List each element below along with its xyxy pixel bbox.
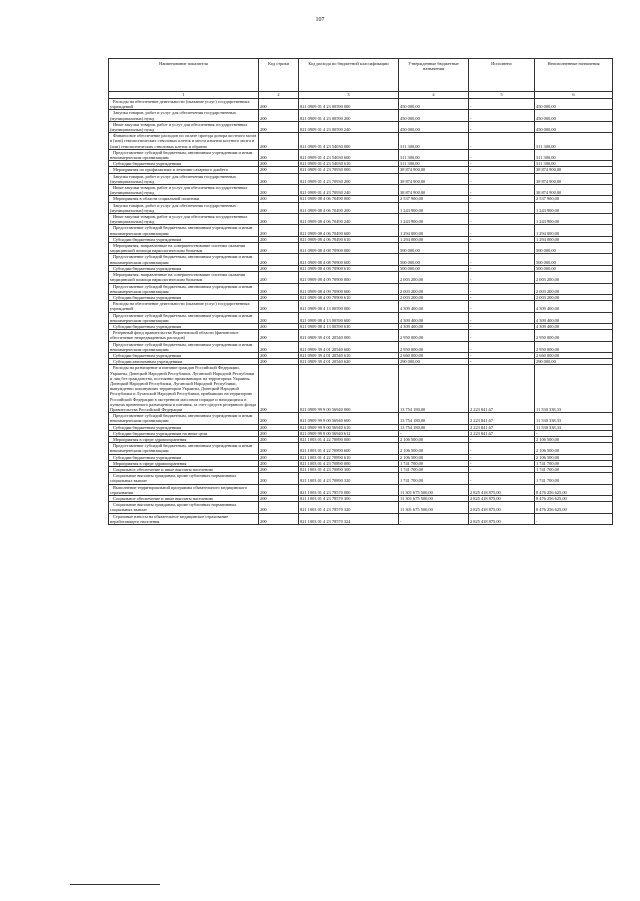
row-executed: - bbox=[469, 436, 535, 442]
row-budget-code: 821 1003 01 4 22 70890 000 bbox=[299, 436, 399, 442]
row-line-code: 200 bbox=[259, 236, 299, 242]
row-line-code: 200 bbox=[259, 424, 299, 430]
row-name: Предоставление субсидий бюджетным, автономным учреждениям и иным некоммерческим организациям bbox=[109, 254, 259, 265]
row-name: Страховые взносы на обязательное медицинское страхование неработающего населения bbox=[109, 513, 259, 524]
row-budget-code: 821 0909 08 4 08 70900 000 bbox=[299, 243, 399, 254]
table-row bbox=[109, 133, 613, 150]
row-name: Предоставление субсидий бюджетным, автономным учреждениям и иным некоммерческим организациям bbox=[109, 413, 259, 424]
row-unexecuted: 311 300,00 bbox=[535, 161, 613, 167]
row-approved: 11 301 675 500,00 bbox=[399, 484, 469, 495]
row-budget-code: 821 0909 08 4 08 70900 610 bbox=[299, 265, 399, 271]
row-unexecuted: 450 000,00 bbox=[535, 121, 613, 132]
row-approved: 311 300,00 bbox=[399, 161, 469, 167]
row-executed: - bbox=[469, 185, 535, 196]
row-line-code: 200 bbox=[259, 99, 299, 110]
row-budget-code: 821 0909 01 4 23 70930 240 bbox=[299, 185, 399, 196]
row-approved: 38 874 900,00 bbox=[399, 167, 469, 173]
row-approved: 2 003 200,00 bbox=[399, 283, 469, 294]
row-approved: 13 754 180,00 bbox=[399, 424, 469, 430]
row-executed: - bbox=[469, 236, 535, 242]
row-name: Расходы на обеспечение деятельности (оказание услуг) государственных учреждений bbox=[109, 301, 259, 312]
row-unexecuted: 4 309 400,00 bbox=[535, 301, 613, 312]
row-name: Резервный фонд правительства Воронежской области (финансовое обеспечение непредвиденных расходов) bbox=[109, 330, 259, 341]
row-approved: 1 243 900,00 bbox=[399, 214, 469, 225]
row-approved: 311 300,00 bbox=[399, 133, 469, 150]
table-row bbox=[109, 185, 613, 196]
row-executed: - bbox=[469, 312, 535, 323]
row-approved: 1 294 000,00 bbox=[399, 236, 469, 242]
row-line-code: 200 bbox=[259, 185, 299, 196]
row-executed: 2 825 418 875,00 bbox=[469, 502, 535, 513]
row-unexecuted: 1 243 900,00 bbox=[535, 214, 613, 225]
row-approved: - bbox=[399, 513, 469, 524]
table-body bbox=[109, 99, 613, 525]
row-approved: 450 000,00 bbox=[399, 99, 469, 110]
row-executed: - bbox=[469, 202, 535, 213]
row-budget-code: 821 1003 01 4 23 70890 320 bbox=[299, 473, 399, 484]
column-number: 2 bbox=[259, 92, 299, 99]
row-approved: 500 000,00 bbox=[399, 265, 469, 271]
row-name: Расходы на обеспечение деятельности (оказание услуг) государственных учреждений bbox=[109, 99, 259, 110]
row-approved: 38 874 900,00 bbox=[399, 185, 469, 196]
row-unexecuted: 2 106 500,00 bbox=[535, 443, 613, 454]
row-line-code: 200 bbox=[259, 133, 299, 150]
row-line-code: 200 bbox=[259, 443, 299, 454]
header-unexecuted: Неисполненные назначения bbox=[535, 59, 613, 92]
row-name: Предоставление субсидий бюджетным, автономным учреждениям и иным некоммерческим организациям bbox=[109, 312, 259, 323]
column-number-row bbox=[109, 92, 613, 99]
row-unexecuted: 500 000,00 bbox=[535, 265, 613, 271]
row-name: Иные закупки товаров, работ и услуг для обеспечения государственных (муниципальных) нужд bbox=[109, 121, 259, 132]
table-row bbox=[109, 149, 613, 160]
row-approved: 1 741 700,00 bbox=[399, 473, 469, 484]
row-executed: - bbox=[469, 443, 535, 454]
column-number: 5 bbox=[469, 92, 535, 99]
row-approved: 2 106 500,00 bbox=[399, 436, 469, 442]
row-executed: - bbox=[469, 301, 535, 312]
row-line-code: 200 bbox=[259, 330, 299, 341]
row-line-code: 200 bbox=[259, 161, 299, 167]
row-line-code: 200 bbox=[259, 365, 299, 413]
row-name: Мероприятия, направленные на совершенствование системы оказания медицинской помощи наркологическим больным bbox=[109, 272, 259, 283]
table-row bbox=[109, 513, 613, 524]
row-unexecuted: 2 537 900,00 bbox=[535, 196, 613, 202]
row-budget-code: 821 1003 01 4 22 70890 600 bbox=[299, 443, 399, 454]
row-unexecuted: 38 874 900,00 bbox=[535, 173, 613, 184]
row-name: Субсидии бюджетным учреждениям bbox=[109, 323, 259, 329]
row-line-code: 200 bbox=[259, 352, 299, 358]
row-budget-code: 821 0909 01 4 23 54030 610 bbox=[299, 161, 399, 167]
row-unexecuted: 11 530 338,33 bbox=[535, 424, 613, 430]
row-unexecuted: 1 741 700,00 bbox=[535, 467, 613, 473]
row-budget-code: 821 0909 08 4 13 00590 610 bbox=[299, 323, 399, 329]
row-line-code: 200 bbox=[259, 484, 299, 495]
row-budget-code: 821 1003 01 4 23 78570 320 bbox=[299, 502, 399, 513]
row-line-code: 200 bbox=[259, 436, 299, 442]
row-executed: - bbox=[469, 341, 535, 352]
row-unexecuted: 2 003 200,00 bbox=[535, 272, 613, 283]
row-approved: 1 741 700,00 bbox=[399, 467, 469, 473]
row-unexecuted: 450 000,00 bbox=[535, 110, 613, 121]
row-executed: - bbox=[469, 173, 535, 184]
table-row bbox=[109, 214, 613, 225]
table-header-row bbox=[109, 59, 613, 92]
row-name: Мероприятия по профилактике и лечению сахарного диабета bbox=[109, 167, 259, 173]
row-approved: 2 106 500,00 bbox=[399, 454, 469, 460]
row-approved: 2 660 000,00 bbox=[399, 352, 469, 358]
row-budget-code: 821 0909 08 4 06 70490 240 bbox=[299, 214, 399, 225]
row-executed: 2 825 418 875,00 bbox=[469, 484, 535, 495]
row-unexecuted: 38 874 900,00 bbox=[535, 167, 613, 173]
row-name: Социальное обеспечение и иные выплаты населению bbox=[109, 496, 259, 502]
row-unexecuted: 2 106 500,00 bbox=[535, 454, 613, 460]
row-budget-code: 821 0909 39 4 01 20540 620 bbox=[299, 359, 399, 365]
row-budget-code: 821 1003 01 4 23 78570 300 bbox=[299, 496, 399, 502]
table-row bbox=[109, 443, 613, 454]
row-budget-code: 821 1003 01 4 22 70890 610 bbox=[299, 454, 399, 460]
row-name: Социальное обеспечение и иные выплаты населению bbox=[109, 467, 259, 473]
row-approved: 11 301 675 500,00 bbox=[399, 496, 469, 502]
header-budget-classification: Код расхода по бюджетной классификации bbox=[299, 59, 399, 92]
row-line-code: 200 bbox=[259, 454, 299, 460]
table-row bbox=[109, 121, 613, 132]
row-name: Предоставление субсидий бюджетным, автономным учреждениям и иным некоммерческим организациям bbox=[109, 225, 259, 236]
row-unexecuted: 4 309 400,00 bbox=[535, 323, 613, 329]
row-unexecuted: 38 874 900,00 bbox=[535, 185, 613, 196]
row-name: Предоставление субсидий бюджетным, автономным учреждениям и иным некоммерческим организациям bbox=[109, 443, 259, 454]
row-approved: 500 000,00 bbox=[399, 254, 469, 265]
row-executed: - bbox=[469, 254, 535, 265]
row-budget-code: 821 0909 08 4 09 70900 000 bbox=[299, 272, 399, 283]
row-executed: - bbox=[469, 149, 535, 160]
row-executed: - bbox=[469, 133, 535, 150]
row-executed: - bbox=[469, 167, 535, 173]
row-name: Субсидии бюджетным учреждениям bbox=[109, 265, 259, 271]
row-name: Финансовое обеспечение расходов по оплате проезда донора костного мозга в (или) гемопоэтических стволовых клеток и места изъятия костного мозга и (или) гемопоэтических стволовых клеток и обратно bbox=[109, 133, 259, 150]
row-line-code: 200 bbox=[259, 430, 299, 436]
row-line-code: 200 bbox=[259, 323, 299, 329]
row-budget-code: 821 0909 99 9 00 56940 600 bbox=[299, 413, 399, 424]
row-name: Предоставление субсидий бюджетным, автономным учреждениям и иным некоммерческим организациям bbox=[109, 341, 259, 352]
table-row bbox=[109, 473, 613, 484]
row-budget-code: 821 0909 08 4 06 70490 000 bbox=[299, 196, 399, 202]
row-unexecuted: 11 530 338,33 bbox=[535, 365, 613, 413]
row-executed: 2 223 841,67 bbox=[469, 430, 535, 436]
row-name: Мероприятия, направленные на совершенствование системы оказания медицинской помощи наркологическим больным bbox=[109, 243, 259, 254]
column-number: 3 bbox=[299, 92, 399, 99]
table-row bbox=[109, 173, 613, 184]
row-approved: 4 309 400,00 bbox=[399, 323, 469, 329]
page-number: 107 bbox=[315, 17, 325, 23]
row-approved: 2 003 200,00 bbox=[399, 294, 469, 300]
row-executed: - bbox=[469, 225, 535, 236]
row-executed: - bbox=[469, 243, 535, 254]
row-unexecuted: 4 309 400,00 bbox=[535, 312, 613, 323]
row-executed: 2 223 841,67 bbox=[469, 413, 535, 424]
row-budget-code: 821 0909 39 4 01 20540 000 bbox=[299, 330, 399, 341]
row-budget-code: 821 0909 01 4 23 00590 200 bbox=[299, 110, 399, 121]
row-approved: 2 003 200,00 bbox=[399, 272, 469, 283]
row-budget-code: 821 0909 01 4 23 70930 000 bbox=[299, 167, 399, 173]
row-executed: 2 223 841,67 bbox=[469, 424, 535, 430]
row-executed: - bbox=[469, 196, 535, 202]
row-name: Закупка товаров, работ и услуг для обеспечения государственных (муниципальных) нужд bbox=[109, 202, 259, 213]
table-row bbox=[109, 413, 613, 424]
row-line-code: 200 bbox=[259, 283, 299, 294]
budget-execution-table bbox=[108, 58, 613, 525]
column-number: 4 bbox=[399, 92, 469, 99]
table-row bbox=[109, 330, 613, 341]
row-unexecuted: 1 243 900,00 bbox=[535, 202, 613, 213]
row-executed: - bbox=[469, 352, 535, 358]
table-row bbox=[109, 484, 613, 495]
row-executed: - bbox=[469, 460, 535, 466]
row-line-code: 200 bbox=[259, 202, 299, 213]
row-unexecuted: 8 476 256 625,00 bbox=[535, 496, 613, 502]
row-unexecuted: - bbox=[535, 513, 613, 524]
row-name: Закупка товаров, работ и услуг для обеспечения государственных (муниципальных) нужд bbox=[109, 110, 259, 121]
row-line-code: 200 bbox=[259, 294, 299, 300]
row-unexecuted: 311 300,00 bbox=[535, 149, 613, 160]
row-name: Социальные выплаты гражданам, кроме публичных нормативных социальных выплат bbox=[109, 502, 259, 513]
row-budget-code: 821 1003 01 4 23 78570 000 bbox=[299, 484, 399, 495]
table-row bbox=[109, 110, 613, 121]
row-line-code: 200 bbox=[259, 167, 299, 173]
row-name: Субсидии бюджетным учреждениям bbox=[109, 161, 259, 167]
row-name: Иные закупки товаров, работ и услуг для обеспечения государственных (муниципальных) нужд bbox=[109, 214, 259, 225]
row-executed: 2 825 418 875,00 bbox=[469, 496, 535, 502]
row-approved: 2 950 000,00 bbox=[399, 330, 469, 341]
row-name: Мероприятия в сфере здравоохранения bbox=[109, 460, 259, 466]
row-unexecuted: 2 003 200,00 bbox=[535, 283, 613, 294]
table-row bbox=[109, 312, 613, 323]
row-unexecuted: 1 294 000,00 bbox=[535, 236, 613, 242]
row-executed: - bbox=[469, 454, 535, 460]
table-row bbox=[109, 502, 613, 513]
header-approved: Утвержденные бюджетные назначения bbox=[399, 59, 469, 92]
table-row bbox=[109, 254, 613, 265]
row-line-code: 200 bbox=[259, 149, 299, 160]
row-budget-code: 821 0909 01 4 23 70930 200 bbox=[299, 173, 399, 184]
row-unexecuted: 2 106 500,00 bbox=[535, 436, 613, 442]
header-line-code: Код строки bbox=[259, 59, 299, 92]
row-executed: - bbox=[469, 359, 535, 365]
row-name: Предоставление субсидий бюджетным, автономным учреждениям и иным некоммерческим организациям bbox=[109, 283, 259, 294]
row-unexecuted: 450 000,00 bbox=[535, 99, 613, 110]
row-budget-code: 821 0909 99 9 00 56940 610 bbox=[299, 424, 399, 430]
row-approved: 13 754 180,00 bbox=[399, 413, 469, 424]
row-budget-code: 821 0909 08 4 06 70490 610 bbox=[299, 236, 399, 242]
row-name: Субсидии бюджетным учреждениям на иные цели bbox=[109, 430, 259, 436]
row-budget-code: 821 0909 39 4 01 20540 600 bbox=[299, 341, 399, 352]
row-unexecuted: 2 950 000,00 bbox=[535, 330, 613, 341]
row-name: Выполнение территориальной программы обязательного медицинского страхования bbox=[109, 484, 259, 495]
row-approved: 1 243 900,00 bbox=[399, 202, 469, 213]
row-approved: 311 300,00 bbox=[399, 149, 469, 160]
row-executed: - bbox=[469, 272, 535, 283]
row-name: Расходы на размещение и питание граждан Российской Федерации, Украины, Донецкой Народной Республики, Луганской Народной Республики и лиц без гражданства, постоянно проживающих на территориях Украины, Донецкой Народной Республики, Луганской Народной Республики, вынужденно покинувших территории Украины, Донецкой Народной Республики и Луганской Народной Республики, прибывших на территорию Российской Федерации в экстренном массовом порядке и находящихся в пунктах временного размещения и питания, за счет средств резервного фонда Правительства Российской Федерации bbox=[109, 365, 259, 413]
row-approved: 2 537 900,00 bbox=[399, 196, 469, 202]
row-executed: - bbox=[469, 323, 535, 329]
row-budget-code: 821 0909 08 4 09 70900 600 bbox=[299, 283, 399, 294]
row-line-code: 200 bbox=[259, 121, 299, 132]
row-line-code: 200 bbox=[259, 312, 299, 323]
row-line-code: 200 bbox=[259, 272, 299, 283]
row-line-code: 200 bbox=[259, 254, 299, 265]
row-line-code: 200 bbox=[259, 460, 299, 466]
row-budget-code: 821 0909 01 4 23 00590 240 bbox=[299, 121, 399, 132]
row-unexecuted: 500 000,00 bbox=[535, 254, 613, 265]
table-row bbox=[109, 365, 613, 413]
row-line-code: 200 bbox=[259, 359, 299, 365]
column-number: 1 bbox=[109, 92, 259, 99]
row-line-code: 200 bbox=[259, 502, 299, 513]
row-budget-code: 821 0909 08 4 06 70490 200 bbox=[299, 202, 399, 213]
row-executed: - bbox=[469, 330, 535, 341]
row-executed: - bbox=[469, 283, 535, 294]
row-unexecuted: 290 000,00 bbox=[535, 359, 613, 365]
row-line-code: 200 bbox=[259, 243, 299, 254]
row-line-code: 200 bbox=[259, 496, 299, 502]
row-budget-code: 821 0909 99 9 00 56940 612 bbox=[299, 430, 399, 436]
row-executed: 2 825 418 875,00 bbox=[469, 513, 535, 524]
table-row bbox=[109, 243, 613, 254]
row-budget-code: 821 1003 01 4 23 70890 300 bbox=[299, 467, 399, 473]
row-line-code: 200 bbox=[259, 341, 299, 352]
row-executed: - bbox=[469, 467, 535, 473]
row-approved: 450 000,00 bbox=[399, 121, 469, 132]
row-approved: 1 294 000,00 bbox=[399, 225, 469, 236]
row-approved: 13 754 180,00 bbox=[399, 365, 469, 413]
row-budget-code: 821 1003 01 4 23 70890 000 bbox=[299, 460, 399, 466]
row-unexecuted: 2 660 000,00 bbox=[535, 352, 613, 358]
row-executed: - bbox=[469, 121, 535, 132]
row-approved: 2 106 500,00 bbox=[399, 443, 469, 454]
row-name: Субсидии бюджетным учреждениям bbox=[109, 236, 259, 242]
table-row bbox=[109, 341, 613, 352]
footer-divider bbox=[70, 884, 160, 885]
row-approved: 38 874 900,00 bbox=[399, 173, 469, 184]
table-row bbox=[109, 272, 613, 283]
row-name: Закупка товаров, работ и услуг для обеспечения государственных (муниципальных) нужд bbox=[109, 173, 259, 184]
row-name: Иные закупки товаров, работ и услуг для обеспечения государственных (муниципальных) нужд bbox=[109, 185, 259, 196]
row-name: Субсидии бюджетным учреждениям bbox=[109, 454, 259, 460]
table-row bbox=[109, 283, 613, 294]
row-budget-code: 821 0909 08 4 13 00590 000 bbox=[299, 301, 399, 312]
row-approved: 1 741 700,00 bbox=[399, 460, 469, 466]
row-name: Субсидии бюджетным учреждениям bbox=[109, 294, 259, 300]
row-line-code: 200 bbox=[259, 225, 299, 236]
row-line-code: 200 bbox=[259, 110, 299, 121]
row-line-code: 200 bbox=[259, 173, 299, 184]
row-budget-code: 821 0909 01 4 23 54030 600 bbox=[299, 149, 399, 160]
row-unexecuted: 2 950 000,00 bbox=[535, 341, 613, 352]
table-row bbox=[109, 99, 613, 110]
row-unexecuted: 11 530 338,33 bbox=[535, 413, 613, 424]
row-line-code: 200 bbox=[259, 473, 299, 484]
row-budget-code: 821 0909 39 4 01 20540 610 bbox=[299, 352, 399, 358]
row-executed: - bbox=[469, 294, 535, 300]
row-executed: - bbox=[469, 214, 535, 225]
row-executed: 2 223 841,67 bbox=[469, 365, 535, 413]
row-unexecuted: 8 476 256 625,00 bbox=[535, 502, 613, 513]
row-name: Социальные выплаты гражданам, кроме публичных нормативных социальных выплат bbox=[109, 473, 259, 484]
row-unexecuted: 1 741 700,00 bbox=[535, 460, 613, 466]
row-line-code: 200 bbox=[259, 413, 299, 424]
table-row bbox=[109, 225, 613, 236]
row-line-code: 200 bbox=[259, 513, 299, 524]
row-name: Субсидии бюджетным учреждениям bbox=[109, 424, 259, 430]
row-name: Мероприятия в области социальной политики bbox=[109, 196, 259, 202]
row-budget-code: 821 0909 01 4 23 00590 000 bbox=[299, 99, 399, 110]
row-line-code: 200 bbox=[259, 301, 299, 312]
row-approved: 11 301 675 500,00 bbox=[399, 502, 469, 513]
header-indicator-name: Наименование показателя bbox=[109, 59, 259, 92]
row-budget-code: 821 0909 08 4 09 70900 610 bbox=[299, 294, 399, 300]
row-approved: 4 309 400,00 bbox=[399, 301, 469, 312]
row-approved: 290 000,00 bbox=[399, 359, 469, 365]
table-row bbox=[109, 301, 613, 312]
row-unexecuted: 1 294 000,00 bbox=[535, 225, 613, 236]
row-name: Субсидии автономным учреждениям bbox=[109, 359, 259, 365]
row-executed: - bbox=[469, 473, 535, 484]
row-budget-code: 821 0909 08 4 13 00590 600 bbox=[299, 312, 399, 323]
row-name: Субсидии бюджетным учреждениям bbox=[109, 352, 259, 358]
column-number: 6 bbox=[535, 92, 613, 99]
row-line-code: 200 bbox=[259, 214, 299, 225]
row-approved: 4 309 400,00 bbox=[399, 312, 469, 323]
header-executed: Исполнено bbox=[469, 59, 535, 92]
row-unexecuted: 2 003 200,00 bbox=[535, 294, 613, 300]
row-budget-code: 821 1003 01 4 23 78570 324 bbox=[299, 513, 399, 524]
row-budget-code: 821 0909 99 9 00 56940 000 bbox=[299, 365, 399, 413]
row-unexecuted: 8 476 256 625,00 bbox=[535, 484, 613, 495]
row-unexecuted: - bbox=[535, 430, 613, 436]
row-executed: - bbox=[469, 265, 535, 271]
row-name: Предоставление субсидий бюджетным, автономным учреждениям и иным некоммерческим организациям bbox=[109, 149, 259, 160]
row-line-code: 200 bbox=[259, 467, 299, 473]
row-approved: - bbox=[399, 430, 469, 436]
row-executed: - bbox=[469, 110, 535, 121]
row-budget-code: 821 0909 01 4 23 54030 000 bbox=[299, 133, 399, 150]
row-approved: 2 950 000,00 bbox=[399, 341, 469, 352]
row-budget-code: 821 0909 08 4 06 70490 600 bbox=[299, 225, 399, 236]
row-approved: 450 000,00 bbox=[399, 110, 469, 121]
row-executed: - bbox=[469, 99, 535, 110]
row-unexecuted: 500 000,00 bbox=[535, 243, 613, 254]
row-unexecuted: 311 300,00 bbox=[535, 133, 613, 150]
row-name: Мероприятия в сфере здравоохранения bbox=[109, 436, 259, 442]
row-unexecuted: 1 741 700,00 bbox=[535, 473, 613, 484]
table-row bbox=[109, 202, 613, 213]
row-approved: 500 000,00 bbox=[399, 243, 469, 254]
row-budget-code: 821 0909 08 4 08 70900 600 bbox=[299, 254, 399, 265]
row-line-code: 200 bbox=[259, 196, 299, 202]
row-line-code: 200 bbox=[259, 265, 299, 271]
row-executed: - bbox=[469, 161, 535, 167]
